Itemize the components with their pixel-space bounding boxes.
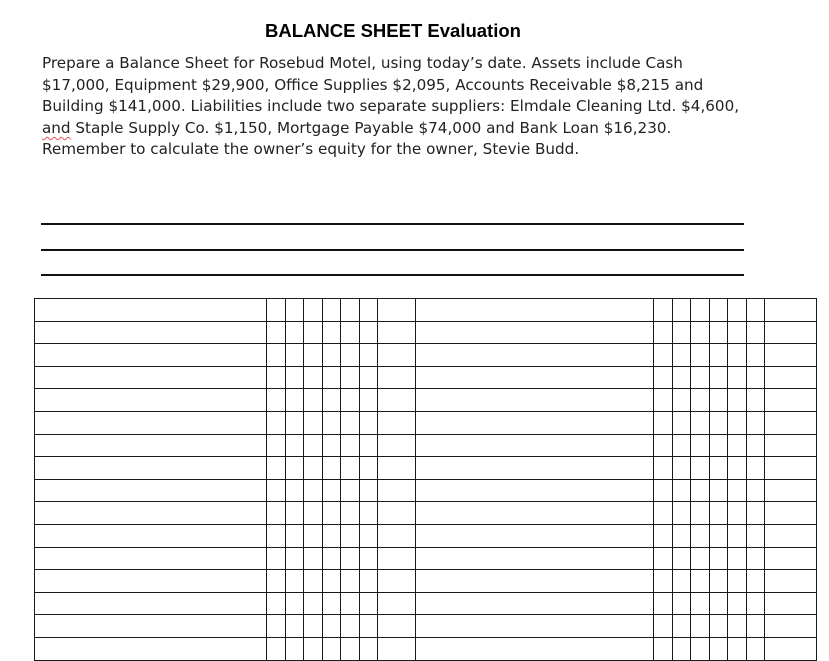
- liabilities-amount-digit-cell[interactable]: [728, 389, 747, 412]
- liabilities-amount-digit-cell[interactable]: [691, 366, 710, 389]
- liabilities-amount-digit-cell[interactable]: [746, 547, 765, 570]
- liabilities-amount-digit-cell[interactable]: [709, 479, 728, 502]
- liabilities-amount-digit-cell[interactable]: [654, 502, 673, 525]
- liabilities-amount-digit-cell[interactable]: [728, 344, 747, 367]
- assets-amount-digit-cell[interactable]: [304, 547, 323, 570]
- ledger-body: [35, 299, 817, 661]
- liabilities-total-cell[interactable]: [765, 389, 817, 412]
- assets-amount-digit-cell[interactable]: [267, 592, 286, 615]
- liabilities-amount-digit-cell[interactable]: [654, 615, 673, 638]
- liabilities-amount-digit-cell[interactable]: [654, 457, 673, 480]
- liabilities-amount-digit-cell[interactable]: [746, 299, 765, 322]
- assets-total-cell[interactable]: [378, 344, 416, 367]
- assets-amount-digit-cell[interactable]: [359, 457, 378, 480]
- assets-total-cell[interactable]: [378, 321, 416, 344]
- liabilities-amount-digit-cell[interactable]: [709, 547, 728, 570]
- assets-amount-digit-cell[interactable]: [341, 411, 360, 434]
- liabilities-amount-digit-cell[interactable]: [709, 615, 728, 638]
- assets-amount-digit-cell[interactable]: [322, 547, 341, 570]
- liabilities-description-cell[interactable]: [416, 615, 654, 638]
- assets-description-cell[interactable]: [35, 502, 267, 525]
- liabilities-amount-digit-cell[interactable]: [654, 524, 673, 547]
- assets-description-cell[interactable]: [35, 615, 267, 638]
- assets-amount-digit-cell[interactable]: [285, 344, 304, 367]
- assets-amount-digit-cell[interactable]: [304, 366, 323, 389]
- liabilities-amount-digit-cell[interactable]: [654, 321, 673, 344]
- assets-amount-digit-cell[interactable]: [359, 592, 378, 615]
- liabilities-amount-digit-cell[interactable]: [691, 344, 710, 367]
- liabilities-total-cell[interactable]: [765, 411, 817, 434]
- assets-amount-digit-cell[interactable]: [322, 366, 341, 389]
- liabilities-amount-digit-cell[interactable]: [746, 570, 765, 593]
- assets-description-cell[interactable]: [35, 344, 267, 367]
- ledger-row: [35, 524, 817, 547]
- assets-amount-digit-cell[interactable]: [359, 547, 378, 570]
- liabilities-amount-digit-cell[interactable]: [672, 321, 691, 344]
- liabilities-amount-digit-cell[interactable]: [691, 524, 710, 547]
- assets-amount-digit-cell[interactable]: [285, 389, 304, 412]
- assets-description-cell[interactable]: [35, 524, 267, 547]
- liabilities-amount-digit-cell[interactable]: [691, 479, 710, 502]
- assets-amount-digit-cell[interactable]: [341, 366, 360, 389]
- assets-amount-digit-cell[interactable]: [341, 321, 360, 344]
- liabilities-amount-digit-cell[interactable]: [691, 592, 710, 615]
- assets-amount-digit-cell[interactable]: [359, 615, 378, 638]
- liabilities-amount-digit-cell[interactable]: [709, 570, 728, 593]
- assets-amount-digit-cell[interactable]: [322, 637, 341, 660]
- assets-amount-digit-cell[interactable]: [285, 457, 304, 480]
- ledger-row: [35, 457, 817, 480]
- liabilities-amount-digit-cell[interactable]: [672, 299, 691, 322]
- assets-total-cell[interactable]: [378, 524, 416, 547]
- liabilities-amount-digit-cell[interactable]: [709, 637, 728, 660]
- assets-amount-digit-cell[interactable]: [359, 344, 378, 367]
- liabilities-total-cell[interactable]: [765, 524, 817, 547]
- assets-amount-digit-cell[interactable]: [341, 637, 360, 660]
- liabilities-amount-digit-cell[interactable]: [672, 434, 691, 457]
- assets-amount-digit-cell[interactable]: [322, 299, 341, 322]
- assets-amount-digit-cell[interactable]: [322, 570, 341, 593]
- liabilities-description-cell[interactable]: [416, 299, 654, 322]
- assets-amount-digit-cell[interactable]: [341, 524, 360, 547]
- assets-amount-digit-cell[interactable]: [359, 411, 378, 434]
- liabilities-amount-digit-cell[interactable]: [691, 637, 710, 660]
- assets-amount-digit-cell[interactable]: [285, 411, 304, 434]
- assets-amount-digit-cell[interactable]: [267, 411, 286, 434]
- liabilities-amount-digit-cell[interactable]: [654, 411, 673, 434]
- liabilities-amount-digit-cell[interactable]: [672, 366, 691, 389]
- assets-amount-digit-cell[interactable]: [285, 321, 304, 344]
- liabilities-amount-digit-cell[interactable]: [654, 299, 673, 322]
- assets-amount-digit-cell[interactable]: [359, 321, 378, 344]
- assets-total-cell[interactable]: [378, 434, 416, 457]
- liabilities-amount-digit-cell[interactable]: [746, 344, 765, 367]
- liabilities-amount-digit-cell[interactable]: [728, 434, 747, 457]
- liabilities-amount-digit-cell[interactable]: [728, 592, 747, 615]
- liabilities-amount-digit-cell[interactable]: [691, 321, 710, 344]
- ledger-row: [35, 366, 817, 389]
- heading-line-date: [41, 274, 744, 276]
- liabilities-amount-digit-cell[interactable]: [746, 457, 765, 480]
- assets-description-cell[interactable]: [35, 479, 267, 502]
- liabilities-amount-digit-cell[interactable]: [654, 479, 673, 502]
- assets-description-cell[interactable]: [35, 457, 267, 480]
- liabilities-amount-digit-cell[interactable]: [672, 570, 691, 593]
- assets-amount-digit-cell[interactable]: [322, 592, 341, 615]
- assets-amount-digit-cell[interactable]: [267, 547, 286, 570]
- liabilities-description-cell[interactable]: [416, 502, 654, 525]
- assets-amount-digit-cell[interactable]: [304, 637, 323, 660]
- assets-amount-digit-cell[interactable]: [304, 524, 323, 547]
- assets-amount-digit-cell[interactable]: [267, 321, 286, 344]
- assets-amount-digit-cell[interactable]: [285, 570, 304, 593]
- assets-total-cell[interactable]: [378, 637, 416, 660]
- liabilities-amount-digit-cell[interactable]: [672, 547, 691, 570]
- liabilities-amount-digit-cell[interactable]: [709, 344, 728, 367]
- ledger-row: [35, 344, 817, 367]
- assets-amount-digit-cell[interactable]: [267, 434, 286, 457]
- liabilities-amount-digit-cell[interactable]: [728, 502, 747, 525]
- liabilities-total-cell[interactable]: [765, 547, 817, 570]
- liabilities-total-cell[interactable]: [765, 570, 817, 593]
- liabilities-amount-digit-cell[interactable]: [691, 547, 710, 570]
- liabilities-amount-digit-cell[interactable]: [746, 411, 765, 434]
- liabilities-amount-digit-cell[interactable]: [746, 434, 765, 457]
- liabilities-total-cell[interactable]: [765, 366, 817, 389]
- assets-total-cell[interactable]: [378, 547, 416, 570]
- balance-sheet-ledger: [34, 298, 817, 661]
- liabilities-amount-digit-cell[interactable]: [728, 366, 747, 389]
- liabilities-amount-digit-cell[interactable]: [691, 434, 710, 457]
- liabilities-total-cell[interactable]: [765, 457, 817, 480]
- liabilities-description-cell[interactable]: [416, 570, 654, 593]
- liabilities-amount-digit-cell[interactable]: [709, 299, 728, 322]
- assets-amount-digit-cell[interactable]: [285, 615, 304, 638]
- liabilities-total-cell[interactable]: [765, 344, 817, 367]
- liabilities-amount-digit-cell[interactable]: [746, 366, 765, 389]
- assets-total-cell[interactable]: [378, 615, 416, 638]
- liabilities-amount-digit-cell[interactable]: [728, 479, 747, 502]
- assets-description-cell[interactable]: [35, 547, 267, 570]
- assets-amount-digit-cell[interactable]: [341, 457, 360, 480]
- liabilities-total-cell[interactable]: [765, 592, 817, 615]
- assets-amount-digit-cell[interactable]: [341, 479, 360, 502]
- liabilities-amount-digit-cell[interactable]: [672, 479, 691, 502]
- assets-amount-digit-cell[interactable]: [267, 389, 286, 412]
- liabilities-description-cell[interactable]: [416, 457, 654, 480]
- liabilities-description-cell[interactable]: [416, 434, 654, 457]
- liabilities-amount-digit-cell[interactable]: [746, 637, 765, 660]
- assets-amount-digit-cell[interactable]: [341, 592, 360, 615]
- liabilities-description-cell[interactable]: [416, 637, 654, 660]
- assets-amount-digit-cell[interactable]: [359, 524, 378, 547]
- ledger-row: [35, 570, 817, 593]
- assets-amount-digit-cell[interactable]: [304, 457, 323, 480]
- liabilities-amount-digit-cell[interactable]: [728, 321, 747, 344]
- assets-amount-digit-cell[interactable]: [341, 615, 360, 638]
- assets-amount-digit-cell[interactable]: [341, 570, 360, 593]
- assets-amount-digit-cell[interactable]: [267, 479, 286, 502]
- liabilities-amount-digit-cell[interactable]: [672, 389, 691, 412]
- instructions-paragraph: [42, 53, 747, 161]
- ledger-row: [35, 299, 817, 322]
- liabilities-amount-digit-cell[interactable]: [728, 411, 747, 434]
- liabilities-amount-digit-cell[interactable]: [654, 344, 673, 367]
- assets-amount-digit-cell[interactable]: [322, 434, 341, 457]
- liabilities-description-cell[interactable]: [416, 321, 654, 344]
- assets-total-cell[interactable]: [378, 411, 416, 434]
- liabilities-amount-digit-cell[interactable]: [672, 524, 691, 547]
- liabilities-amount-digit-cell[interactable]: [709, 321, 728, 344]
- assets-amount-digit-cell[interactable]: [359, 637, 378, 660]
- assets-description-cell[interactable]: [35, 434, 267, 457]
- assets-amount-digit-cell[interactable]: [359, 479, 378, 502]
- assets-amount-digit-cell[interactable]: [322, 411, 341, 434]
- liabilities-total-cell[interactable]: [765, 434, 817, 457]
- liabilities-amount-digit-cell[interactable]: [709, 434, 728, 457]
- assets-amount-digit-cell[interactable]: [304, 344, 323, 367]
- liabilities-amount-digit-cell[interactable]: [709, 389, 728, 412]
- liabilities-amount-digit-cell[interactable]: [728, 524, 747, 547]
- assets-total-cell[interactable]: [378, 479, 416, 502]
- liabilities-amount-digit-cell[interactable]: [672, 615, 691, 638]
- ledger-row: [35, 547, 817, 570]
- assets-amount-digit-cell[interactable]: [304, 479, 323, 502]
- liabilities-amount-digit-cell[interactable]: [709, 502, 728, 525]
- assets-description-cell[interactable]: [35, 389, 267, 412]
- ledger-row: [35, 502, 817, 525]
- liabilities-amount-digit-cell[interactable]: [709, 592, 728, 615]
- liabilities-amount-digit-cell[interactable]: [746, 479, 765, 502]
- liabilities-amount-digit-cell[interactable]: [728, 615, 747, 638]
- assets-amount-digit-cell[interactable]: [341, 547, 360, 570]
- assets-amount-digit-cell[interactable]: [285, 592, 304, 615]
- assets-total-cell[interactable]: [378, 502, 416, 525]
- liabilities-amount-digit-cell[interactable]: [746, 502, 765, 525]
- liabilities-amount-digit-cell[interactable]: [691, 502, 710, 525]
- assets-amount-digit-cell[interactable]: [267, 502, 286, 525]
- assets-amount-digit-cell[interactable]: [322, 615, 341, 638]
- liabilities-description-cell[interactable]: [416, 389, 654, 412]
- assets-amount-digit-cell[interactable]: [304, 570, 323, 593]
- spellcheck-flagged-word[interactable]: and: [42, 118, 71, 137]
- liabilities-amount-digit-cell[interactable]: [709, 457, 728, 480]
- assets-total-cell[interactable]: [378, 570, 416, 593]
- liabilities-total-cell[interactable]: [765, 615, 817, 638]
- liabilities-amount-digit-cell[interactable]: [709, 524, 728, 547]
- liabilities-amount-digit-cell[interactable]: [654, 570, 673, 593]
- assets-amount-digit-cell[interactable]: [267, 570, 286, 593]
- ledger-row: [35, 321, 817, 344]
- liabilities-amount-digit-cell[interactable]: [654, 366, 673, 389]
- liabilities-amount-digit-cell[interactable]: [746, 592, 765, 615]
- assets-amount-digit-cell[interactable]: [322, 389, 341, 412]
- assets-amount-digit-cell[interactable]: [267, 344, 286, 367]
- assets-amount-digit-cell[interactable]: [267, 366, 286, 389]
- liabilities-total-cell[interactable]: [765, 637, 817, 660]
- assets-amount-digit-cell[interactable]: [285, 434, 304, 457]
- instructions-text-part2: Staple Supply Co. $1,150, Mortgage Payable $74,000 and Bank Loan $16,230. Remember to calculate the owner’s equity for the owner, Stevie Budd.: [42, 118, 672, 159]
- assets-amount-digit-cell[interactable]: [304, 299, 323, 322]
- liabilities-amount-digit-cell[interactable]: [709, 411, 728, 434]
- liabilities-total-cell[interactable]: [765, 321, 817, 344]
- assets-amount-digit-cell[interactable]: [359, 502, 378, 525]
- liabilities-description-cell[interactable]: [416, 479, 654, 502]
- assets-total-cell[interactable]: [378, 366, 416, 389]
- liabilities-amount-digit-cell[interactable]: [672, 502, 691, 525]
- liabilities-amount-digit-cell[interactable]: [728, 299, 747, 322]
- liabilities-amount-digit-cell[interactable]: [709, 366, 728, 389]
- assets-description-cell[interactable]: [35, 637, 267, 660]
- assets-amount-digit-cell[interactable]: [285, 502, 304, 525]
- ledger-row: [35, 615, 817, 638]
- assets-total-cell[interactable]: [378, 457, 416, 480]
- assets-amount-digit-cell[interactable]: [322, 479, 341, 502]
- assets-amount-digit-cell[interactable]: [304, 502, 323, 525]
- assets-amount-digit-cell[interactable]: [341, 434, 360, 457]
- assets-total-cell[interactable]: [378, 389, 416, 412]
- liabilities-amount-digit-cell[interactable]: [691, 457, 710, 480]
- assets-amount-digit-cell[interactable]: [341, 299, 360, 322]
- assets-amount-digit-cell[interactable]: [359, 434, 378, 457]
- liabilities-amount-digit-cell[interactable]: [691, 299, 710, 322]
- liabilities-total-cell[interactable]: [765, 299, 817, 322]
- assets-amount-digit-cell[interactable]: [322, 344, 341, 367]
- assets-amount-digit-cell[interactable]: [359, 389, 378, 412]
- liabilities-amount-digit-cell[interactable]: [672, 592, 691, 615]
- liabilities-amount-digit-cell[interactable]: [746, 615, 765, 638]
- ledger-row: [35, 637, 817, 660]
- liabilities-description-cell[interactable]: [416, 411, 654, 434]
- liabilities-amount-digit-cell[interactable]: [746, 524, 765, 547]
- assets-amount-digit-cell[interactable]: [285, 637, 304, 660]
- liabilities-total-cell[interactable]: [765, 502, 817, 525]
- liabilities-amount-digit-cell[interactable]: [746, 321, 765, 344]
- assets-amount-digit-cell[interactable]: [267, 299, 286, 322]
- assets-description-cell[interactable]: [35, 411, 267, 434]
- assets-amount-digit-cell[interactable]: [322, 502, 341, 525]
- ledger-row: [35, 592, 817, 615]
- assets-total-cell[interactable]: [378, 299, 416, 322]
- assets-amount-digit-cell[interactable]: [285, 524, 304, 547]
- liabilities-amount-digit-cell[interactable]: [691, 411, 710, 434]
- assets-amount-digit-cell[interactable]: [304, 592, 323, 615]
- liabilities-amount-digit-cell[interactable]: [746, 389, 765, 412]
- assets-description-cell[interactable]: [35, 366, 267, 389]
- assets-amount-digit-cell[interactable]: [285, 299, 304, 322]
- liabilities-amount-digit-cell[interactable]: [672, 457, 691, 480]
- assets-amount-digit-cell[interactable]: [304, 411, 323, 434]
- assets-amount-digit-cell[interactable]: [304, 615, 323, 638]
- assets-amount-digit-cell[interactable]: [285, 366, 304, 389]
- assets-amount-digit-cell[interactable]: [341, 344, 360, 367]
- ledger-row: [35, 389, 817, 412]
- heading-line-statement: [41, 249, 744, 251]
- liabilities-amount-digit-cell[interactable]: [691, 389, 710, 412]
- assets-description-cell[interactable]: [35, 570, 267, 593]
- liabilities-amount-digit-cell[interactable]: [728, 637, 747, 660]
- assets-amount-digit-cell[interactable]: [285, 479, 304, 502]
- assets-amount-digit-cell[interactable]: [285, 547, 304, 570]
- liabilities-amount-digit-cell[interactable]: [728, 547, 747, 570]
- assets-description-cell[interactable]: [35, 299, 267, 322]
- assets-amount-digit-cell[interactable]: [341, 389, 360, 412]
- page-title: BALANCE SHEET Evaluation: [265, 20, 521, 42]
- assets-amount-digit-cell[interactable]: [304, 434, 323, 457]
- assets-amount-digit-cell[interactable]: [359, 299, 378, 322]
- liabilities-amount-digit-cell[interactable]: [672, 411, 691, 434]
- assets-description-cell[interactable]: [35, 592, 267, 615]
- liabilities-total-cell[interactable]: [765, 479, 817, 502]
- assets-description-cell[interactable]: [35, 321, 267, 344]
- assets-amount-digit-cell[interactable]: [267, 637, 286, 660]
- assets-amount-digit-cell[interactable]: [267, 615, 286, 638]
- assets-amount-digit-cell[interactable]: [267, 457, 286, 480]
- liabilities-amount-digit-cell[interactable]: [654, 434, 673, 457]
- ledger-row: [35, 411, 817, 434]
- assets-amount-digit-cell[interactable]: [322, 524, 341, 547]
- assets-amount-digit-cell[interactable]: [341, 502, 360, 525]
- liabilities-description-cell[interactable]: [416, 547, 654, 570]
- liabilities-amount-digit-cell[interactable]: [691, 615, 710, 638]
- liabilities-amount-digit-cell[interactable]: [654, 389, 673, 412]
- liabilities-description-cell[interactable]: [416, 366, 654, 389]
- assets-amount-digit-cell[interactable]: [322, 457, 341, 480]
- liabilities-amount-digit-cell[interactable]: [654, 547, 673, 570]
- assets-amount-digit-cell[interactable]: [322, 321, 341, 344]
- liabilities-amount-digit-cell[interactable]: [691, 570, 710, 593]
- liabilities-amount-digit-cell[interactable]: [654, 592, 673, 615]
- liabilities-amount-digit-cell[interactable]: [672, 637, 691, 660]
- assets-total-cell[interactable]: [378, 592, 416, 615]
- liabilities-description-cell[interactable]: [416, 344, 654, 367]
- liabilities-amount-digit-cell[interactable]: [728, 457, 747, 480]
- liabilities-description-cell[interactable]: [416, 524, 654, 547]
- assets-amount-digit-cell[interactable]: [359, 366, 378, 389]
- liabilities-amount-digit-cell[interactable]: [654, 637, 673, 660]
- assets-amount-digit-cell[interactable]: [304, 321, 323, 344]
- liabilities-description-cell[interactable]: [416, 592, 654, 615]
- liabilities-amount-digit-cell[interactable]: [728, 570, 747, 593]
- ledger-row: [35, 479, 817, 502]
- assets-amount-digit-cell[interactable]: [304, 389, 323, 412]
- ledger-row: [35, 434, 817, 457]
- heading-line-company: [41, 223, 744, 225]
- assets-amount-digit-cell[interactable]: [267, 524, 286, 547]
- liabilities-amount-digit-cell[interactable]: [672, 344, 691, 367]
- assets-amount-digit-cell[interactable]: [359, 570, 378, 593]
- instructions-text-part1: Prepare a Balance Sheet for Rosebud Motel, using today’s date. Assets include Cash $17,000, Equipment $29,900, Office Supplies $2,095, Accounts Receivable $8,215 and Building $141,000. Liabilities include two separate suppliers: Elmdale Cleaning Ltd. $4,600,: [42, 54, 740, 116]
